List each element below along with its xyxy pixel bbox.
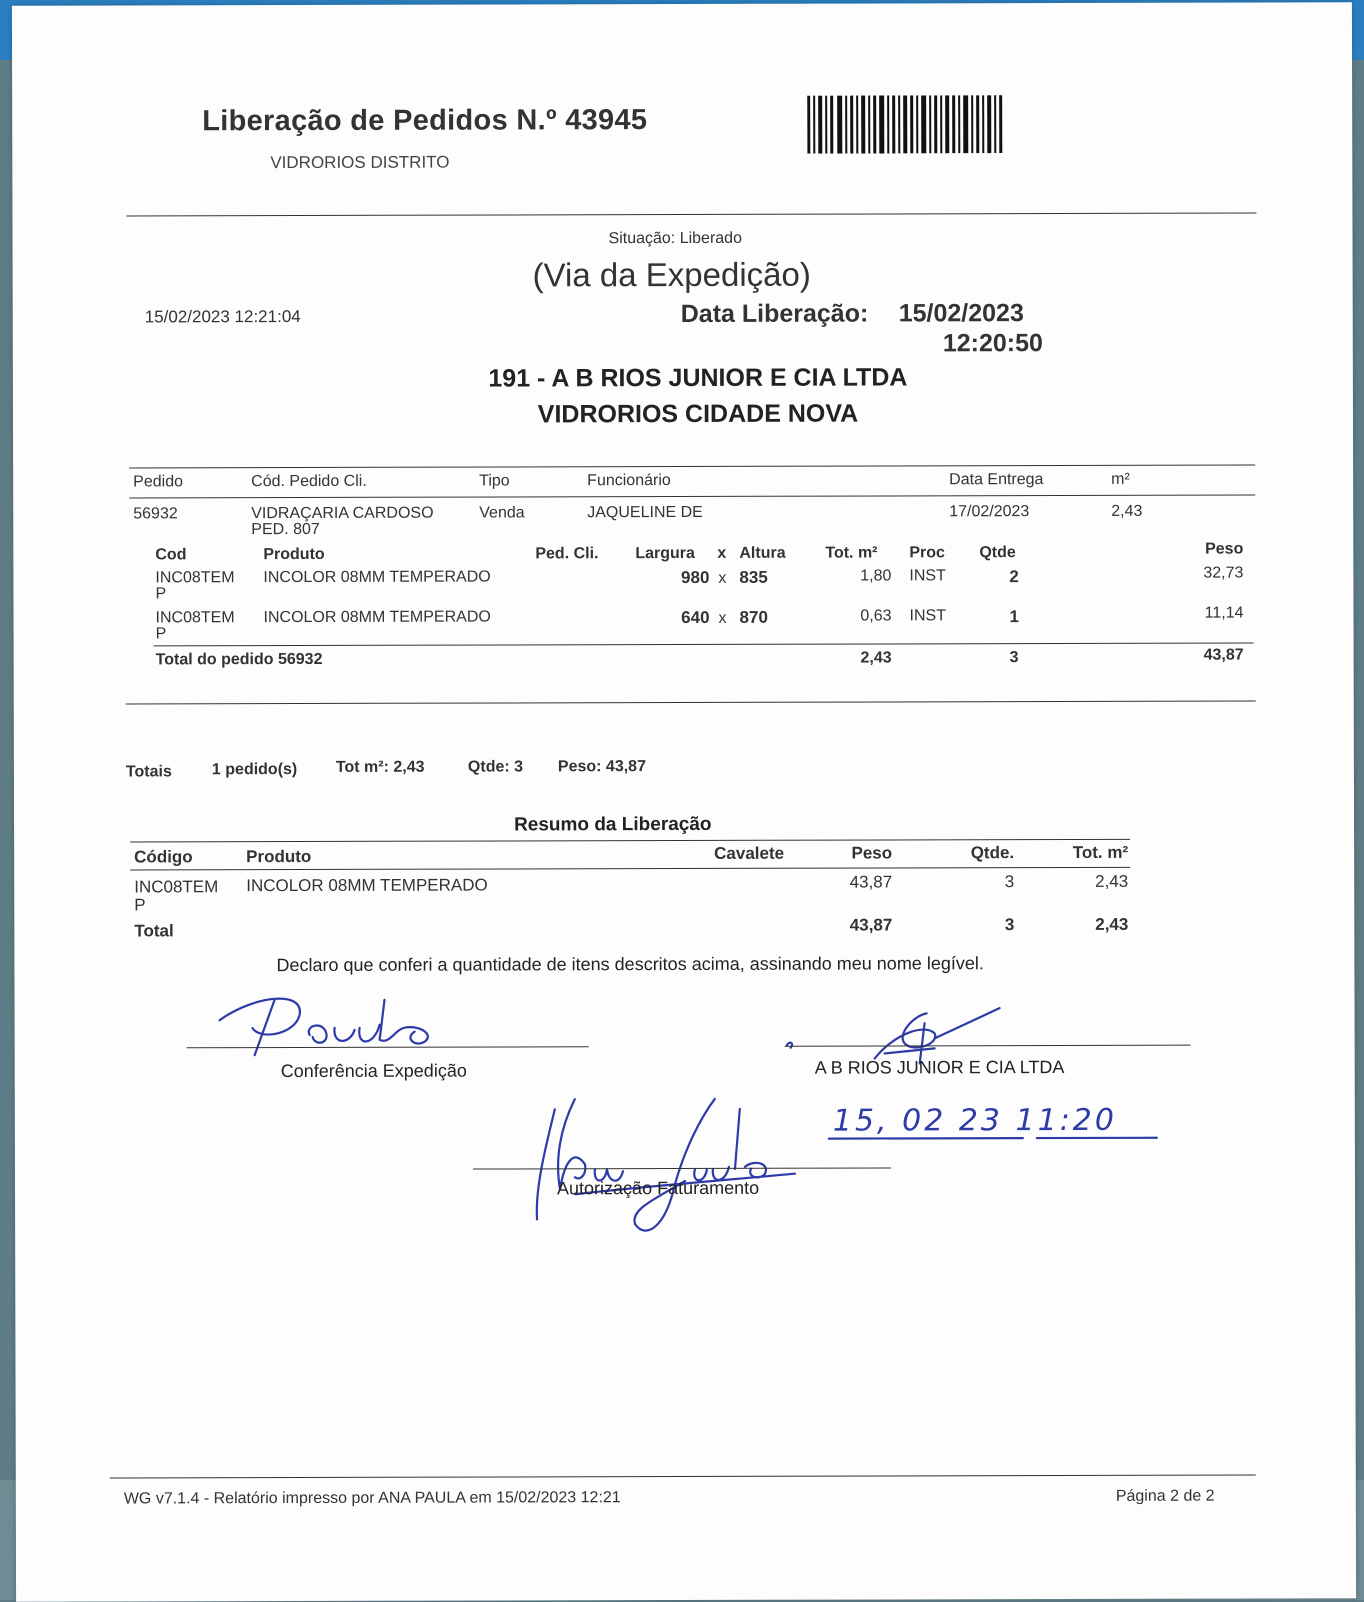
order-client-code: VIDRAÇARIA CARDOSO (251, 504, 434, 523)
col-header-pedido: Pedido (133, 473, 184, 491)
summary-total-label: Total (134, 921, 174, 941)
order-total-m2: 2,43 (860, 649, 892, 667)
conferencia-label: Conferência Expedição (280, 1060, 467, 1082)
item-header-peso: Peso (1205, 540, 1244, 558)
totals-qtde: Qtde: 3 (467, 758, 524, 776)
item-cod-line2: P (155, 625, 167, 643)
item-cod: INC08TEM (155, 569, 235, 587)
handwritten-signature-paulo (214, 990, 474, 1061)
item-header-qtde: Qtde (979, 544, 1016, 562)
item-header-x: x (717, 544, 727, 562)
copy-type-title: (Via da Expedição) (532, 255, 811, 294)
items-total-rule (154, 643, 1254, 647)
item-cod-line2: P (155, 585, 167, 603)
order-header-rule (129, 495, 1255, 499)
barcode-icon (807, 95, 1007, 154)
item-produto: INCOLOR 08MM TEMPERADO (263, 568, 491, 587)
order-total-label: Total do pedido 56932 (155, 650, 323, 669)
item-qtde: 2 (1009, 567, 1019, 587)
page-number: Página 2 de 2 (1115, 1487, 1215, 1505)
item-peso: 11,14 (1204, 604, 1244, 622)
order-type: Venda (479, 504, 525, 522)
order-total-qtde: 3 (1009, 649, 1019, 667)
summary-produto: INCOLOR 08MM TEMPERADO (246, 875, 488, 896)
summary-qtde: 3 (1004, 872, 1015, 892)
empresa-label: A B RIOS JUNIOR E CIA LTDA (814, 1057, 1065, 1078)
summary-header-tot-m2: Tot. m² (1072, 842, 1129, 862)
release-date-label: Data Liberação: (680, 299, 869, 329)
print-datetime: 15/02/2023 12:21:04 (144, 307, 301, 327)
summary-top-rule (130, 839, 1130, 843)
item-header-altura: Altura (739, 544, 786, 562)
order-bottom-rule (126, 701, 1256, 705)
summary-header-rule (130, 867, 1130, 871)
totals-label: Totais (125, 763, 172, 781)
item-qtde: 1 (1009, 607, 1020, 627)
item-altura: 835 (739, 567, 768, 587)
summary-codigo-line2: P (134, 895, 146, 915)
totals-orders: 1 pedido(s) (211, 761, 298, 779)
summary-codigo: INC08TEM (134, 877, 219, 897)
footer-rule (110, 1475, 1256, 1479)
release-time: 12:20:50 (942, 329, 1043, 358)
summary-tot-m2: 2,43 (1095, 871, 1129, 891)
col-header-m2: m² (1111, 470, 1130, 488)
item-x: x (718, 609, 727, 627)
item-header-tot-m2: Tot. m² (825, 544, 878, 562)
header-divider (126, 212, 1256, 216)
item-header-proc: Proc (909, 544, 945, 562)
col-header-tipo: Tipo (479, 472, 510, 490)
col-header-funcionario: Funcionário (587, 472, 671, 490)
client-name: 191 - A B RIOS JUNIOR E CIA LTDA (488, 363, 908, 393)
handwritten-date: 15, 02 23 11:20 (832, 1102, 1118, 1139)
item-proc: INST (909, 567, 946, 585)
order-client-code-line2: PED. 807 (251, 520, 320, 539)
summary-header-produto: Produto (246, 846, 312, 867)
summary-total-qtde: 3 (1004, 915, 1015, 935)
handwritten-date-underline (827, 1133, 1187, 1144)
item-header-ped-cli: Ped. Cli. (535, 545, 599, 563)
item-header-cod: Cod (155, 546, 187, 564)
summary-header-codigo: Código (134, 847, 193, 867)
document-page (12, 2, 1356, 1602)
item-cod: INC08TEM (155, 609, 235, 627)
document-title: Liberação de Pedidos N.º 43945 (202, 104, 648, 138)
item-largura: 640 (681, 607, 710, 628)
item-altura: 870 (739, 607, 768, 627)
branch-subtitle: VIDRORIOS DISTRITO (270, 152, 450, 173)
summary-title: Resumo da Liberação (514, 813, 712, 836)
item-header-produto: Produto (263, 545, 325, 564)
order-delivery-date: 17/02/2023 (949, 503, 1030, 521)
item-x: x (718, 569, 727, 587)
summary-header-peso: Peso (851, 843, 893, 863)
summary-total-peso: 43,87 (849, 915, 893, 935)
footer-print-info: WG v7.1.4 - Relatório impresso por ANA PAULA em 15/02/2023 12:21 (123, 1489, 621, 1508)
order-top-rule (129, 465, 1255, 469)
item-proc: INST (909, 607, 946, 625)
release-date: 15/02/2023 (898, 299, 1024, 328)
order-employee: JAQUELINE DE (587, 503, 703, 522)
autorizacao-label: Autorização Faturamento (556, 1177, 760, 1199)
col-header-data-entrega: Data Entrega (949, 471, 1044, 489)
order-total-peso: 43,87 (1203, 646, 1244, 664)
order-number: 56932 (133, 505, 178, 523)
status-text: Situação: Liberado (608, 229, 742, 248)
summary-header-cavalete: Cavalete (714, 843, 785, 863)
item-peso: 32,73 (1203, 564, 1244, 582)
summary-peso: 43,87 (849, 872, 893, 892)
totals-peso: Peso: 43,87 (557, 758, 646, 776)
col-header-cod-pedido-cli: Cód. Pedido Cli. (251, 472, 367, 491)
item-tot-m2: 1,80 (860, 567, 892, 585)
summary-header-qtde: Qtde. (970, 843, 1015, 863)
summary-total-tot-m2: 2,43 (1095, 914, 1129, 934)
declaration-text: Declaro que conferi a quantidade de itens descritos acima, assinando meu nome legível. (276, 953, 984, 976)
client-branch: VIDRORIOS CIDADE NOVA (537, 399, 859, 429)
order-m2: 2,43 (1111, 502, 1143, 520)
totals-m2: Tot m²: 2,43 (335, 758, 425, 776)
item-produto: INCOLOR 08MM TEMPERADO (263, 608, 491, 627)
item-tot-m2: 0,63 (860, 607, 892, 625)
item-largura: 980 (681, 567, 710, 588)
item-header-largura: Largura (635, 544, 695, 563)
